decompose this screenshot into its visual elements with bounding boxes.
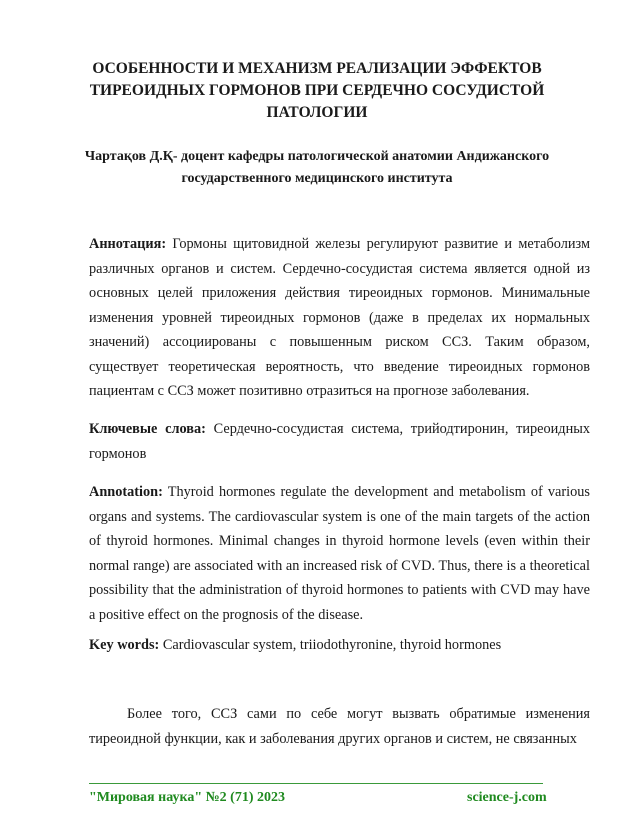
abstract-ru-text: Гормоны щитовидной железы регулируют развитие и метаболизм различных органов и систем. Сердечно-сосудистая система является одной из основных целей приложения действия тиреоидных гормонов. Минимальные изменения уровней тиреоидных гормонов (даже в пределах их нормальных значений) ассоциированы с повышенным риском ССЗ. Таким образом, существует теоретическая вероятность, что введение тиреоидных гормонов пациентам с ССЗ может позитивно отразиться на прогнозе заболевания.	[89, 236, 590, 399]
keywords-ru	[89, 417, 590, 466]
abstract-ru-label: Аннотация:	[89, 236, 167, 252]
keywords-en-text: Cardiovascular system, triiodothyronine, thyroid hormones	[159, 637, 502, 653]
abstract-ru	[89, 232, 590, 404]
body-paragraph: Более того, ССЗ сами по себе могут вызвать обратимые изменения тиреоидной функции, как и заболевания других органов и систем, не связанных	[89, 706, 590, 747]
abstract-en-label: Annotation:	[89, 484, 163, 500]
keywords-en	[89, 633, 590, 658]
keywords-ru-text: Сердечно-сосудистая система, трийодтиронин, тиреоидных гормонов	[89, 421, 590, 462]
abstract-en-text: Thyroid hormones regulate the development and metabolism of various organs and systems. The cardiovascular system is one of the main targets of the action of thyroid hormones. Minimal changes in thyroid hormone levels (even within their normal range) are associated with an increased risk of CVD. Thus, there is a theoretical possibility that the administration of thyroid hormones to patients with CVD may have a positive effect on the prognosis of the disease.	[89, 484, 590, 623]
footer-site-link[interactable]: science-j.com	[467, 790, 547, 805]
footer-divider	[89, 783, 543, 784]
footer-journal: "Мировая наука" №2 (71) 2023	[89, 790, 285, 805]
keywords-ru-label: Ключевые слова:	[89, 421, 206, 437]
keywords-en-label: Key words:	[89, 637, 160, 653]
abstract-en	[89, 480, 590, 627]
article-title: ОСОБЕННОСТИ И МЕХАНИЗМ РЕАЛИЗАЦИИ ЭФФЕКТОВ ТИРЕОИДНЫХ ГОРМОНОВ ПРИ СЕРДЕЧНО СОСУДИСТОЙ ПАТОЛОГИИ	[89, 60, 545, 121]
author-line: Чартақов Д.Қ- доцент кафедры патологической анатомии Андижанского государственного медицинского института	[84, 149, 550, 186]
